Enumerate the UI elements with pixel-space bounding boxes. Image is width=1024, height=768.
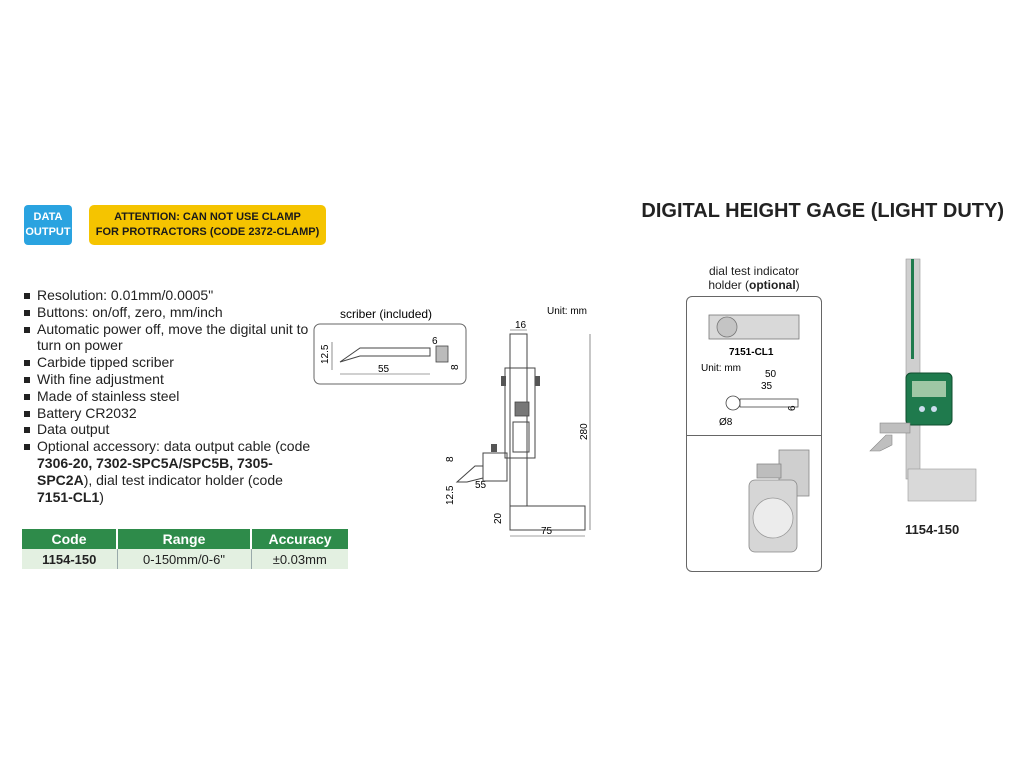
knob-icon [491,444,497,452]
height-gage-drawing [435,300,605,545]
feature-item: Battery CR2032 [22,405,322,422]
product-photo [862,255,990,510]
holder-drawing [687,297,821,435]
dim-label: 12.5 [445,485,456,505]
dim-label: Ø8 [719,417,733,428]
feature-list [22,287,322,505]
feature-item: Buttons: on/off, zero, mm/inch [22,304,322,321]
holder-code: 7151-CL1 [729,347,774,358]
feature-item: Data output [22,421,322,438]
scriber-blade [340,348,430,362]
scriber-holder [880,423,910,433]
attention-badge: ATTENTION: CAN NOT USE CLAMP FOR PROTRACTORS (CODE 2372-CLAMP) [89,205,326,245]
cell-accuracy: ±0.03mm [251,549,348,569]
holder-unit: Unit: mm [701,363,741,374]
scriber-tip [870,435,892,451]
knob-icon [501,376,506,386]
table-header-row [22,529,348,549]
data-output-badge: DATA OUTPUT [24,205,72,245]
feature-item: Resolution: 0.01mm/0.0005" [22,287,322,304]
column-header-range: Range [117,529,251,549]
holder-clamp-icon [726,396,740,410]
product-code: 1154-150 [905,522,960,537]
dim-label: 55 [475,480,487,491]
feature-item: With fine adjustment [22,371,322,388]
page-title: DIGITAL HEIGHT GAGE (LIGHT DUTY) [641,200,1004,222]
holder-panel [686,296,822,572]
scriber-holder [483,453,507,481]
cell-code: 1154-150 [22,549,117,569]
feature-item: Made of stainless steel [22,388,322,405]
column-header-accuracy: Accuracy [251,529,348,549]
feature-item: Automatic power off, move the digital unit to turn on power [22,321,322,355]
dim-label: 50 [765,369,777,380]
feature-item-optional-accessory: Optional accessory: data output cable (code 7306-20, 7302-SPC5A/SPC5B, 7305-SPC2A), dial test indicator holder (code 7151-CL1) [22,438,322,505]
digital-display-unit [906,373,952,425]
feature-item: Carbide tipped scriber [22,354,322,371]
button-icon [515,402,529,416]
dim-label: 35 [761,381,773,392]
unit-label: Unit: mm [547,306,587,317]
knob-icon [535,376,540,386]
dim-label: 16 [515,320,527,331]
dim-label: 280 [579,423,590,440]
holder-code: 7151-CL1 [37,488,100,505]
spec-table [22,529,348,569]
dim-label: 8 [450,364,461,370]
holder-title: dial test indicator holder (optional) [708,264,800,292]
dim-label: 55 [378,364,390,375]
dim-label: 20 [493,512,504,524]
gage-base [908,469,976,501]
dial-indicator-photo [687,436,821,572]
dim-label: 75 [541,526,553,537]
gage-column [510,334,527,506]
dim-label: 6 [787,405,798,411]
accessory-codes: 7306-20, 7302-SPC5A/SPC5B, 7305-SPC2A [37,454,273,488]
dim-label: 8 [445,456,456,462]
scriber-title: scriber (included) [340,307,433,321]
dim-label: 6 [432,336,438,347]
column-header-code: Code [22,529,117,549]
dim-label: 12.5 [320,344,331,364]
cell-range: 0-150mm/0-6" [117,549,251,569]
table-row [22,549,348,569]
